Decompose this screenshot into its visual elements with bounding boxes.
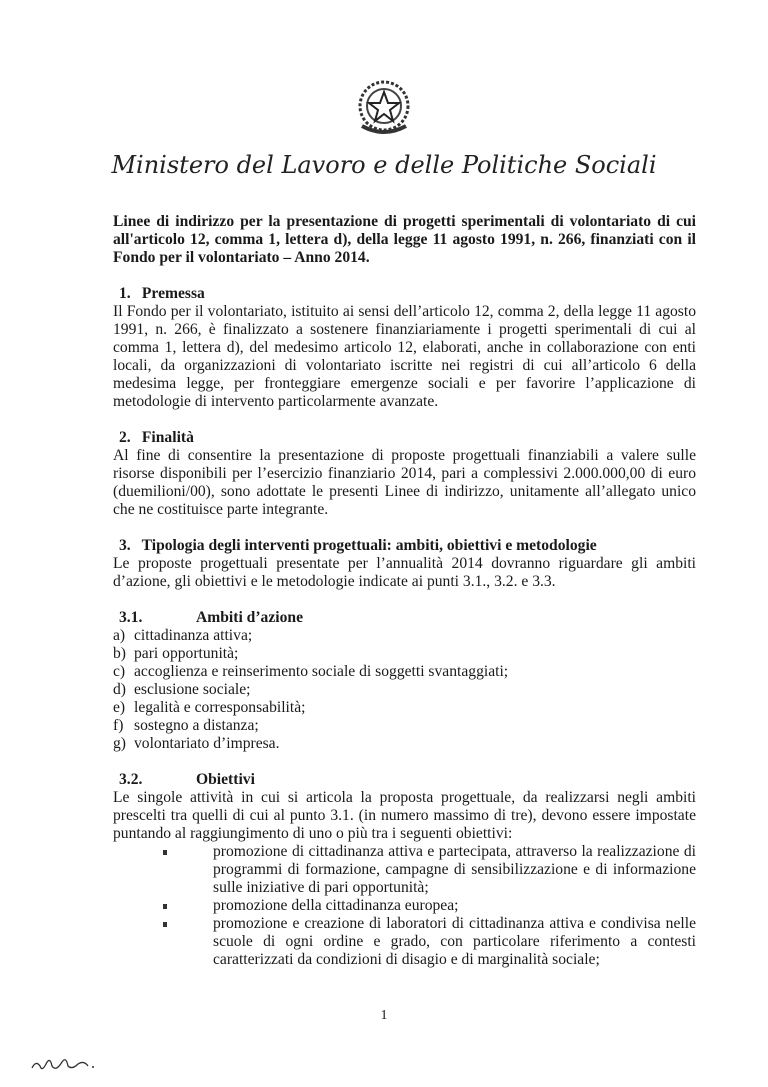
obiettivi-list: [113, 843, 696, 969]
list-item: a) cittadinanza attiva;: [113, 627, 253, 644]
section-2-heading: 2. Finalità: [119, 429, 194, 446]
section-2-text: Al fine di consentire la presentazione di proposte progettuali finanziabili a valere sulle risorse disponibili per l’esercizio finanziario 2014, pari a complessivi 2.000.000,00 di euro (duemilioni/00), sono adottate le presenti Linee di indirizzo, unitamente all’allegato unico che ne costituisce parte integrante.: [113, 447, 696, 518]
section-3-1-heading: 3.1. Ambiti d’azione: [119, 609, 303, 626]
document-body: [113, 213, 696, 969]
ambiti-list: [113, 627, 696, 753]
bullet-item: promozione della cittadinanza europea;: [213, 897, 696, 915]
section-3-text: Le proposte progettuali presentate per l’annualità 2014 dovranno riguardare gli ambiti d’azione, gli obiettivi e le metodologie indicate ai punti 3.1., 3.2. e 3.3.: [113, 555, 696, 590]
bullet-item: promozione di cittadinanza attiva e partecipata, attraverso la realizzazione di programmi di formazione, campagne di sensibilizzazione e di informazione sulle iniziative di pari opportunità;: [213, 843, 696, 896]
list-item: g) volontariato d’impresa.: [113, 735, 280, 752]
section-3-heading: 3. Tipologia degli interventi progettuali: ambiti, obiettivi e metodologie: [119, 537, 597, 554]
ministry-header: Ministero del Lavoro e delle Politiche Sociali: [111, 151, 657, 179]
document-title: Linee di indirizzo per la presentazione di progetti sperimentali di volontariato di cui all'articolo 12, comma 1, lettera d), della legge 11 agosto 1991, n. 266, finanziati con il Fondo per il volontariato – Anno 2014.: [113, 213, 696, 266]
list-item: b) pari opportunità;: [113, 645, 239, 662]
section-1-heading: 1. Premessa: [119, 285, 205, 302]
list-item: c) accoglienza e reinserimento sociale di soggetti svantaggiati;: [113, 663, 509, 680]
bullet-item: promozione e creazione di laboratori di cittadinanza attiva e condivisa nelle scuole di ogni ordine e grado, con particolare riferimento a contesti caratterizzati da condizioni di disagio e di marginalità sociale;: [213, 915, 696, 968]
list-item: f) sostegno a distanza;: [113, 717, 259, 734]
list-item: e) legalità e corresponsabilità;: [113, 699, 306, 716]
italian-republic-emblem: [350, 74, 418, 142]
section-3-2-text: Le singole attività in cui si articola la proposta progettuale, da realizzarsi negli ambiti prescelti tra quelli di cui al punto 3.1. (in numero massimo di tre), devono essere impostate puntando al raggiungimento di uno o più tra i seguenti obiettivi:: [113, 789, 696, 842]
page-number: 1: [380, 1008, 388, 1023]
section-1-text: Il Fondo per il volontariato, istituito ai sensi dell’articolo 12, comma 2, della legge 11 agosto 1991, n. 266, è finalizzato a sostenere finanziariamente i progetti sperimentali di cui al comma 1, lettera d), del medesimo articolo 12, elaborati, anche in collaborazione con enti locali, da organizzazioni di volontariato iscritte nei registri di cui all’articolo 6 della medesima legge, per fronteggiare emergenze sociali e per favorire l’applicazione di metodologie di intervento particolarmente avanzate.: [113, 303, 696, 410]
section-3-2-heading: 3.2. Obiettivi: [119, 771, 255, 788]
handwritten-initials: [28, 1052, 98, 1076]
list-item: d) esclusione sociale;: [113, 681, 251, 698]
